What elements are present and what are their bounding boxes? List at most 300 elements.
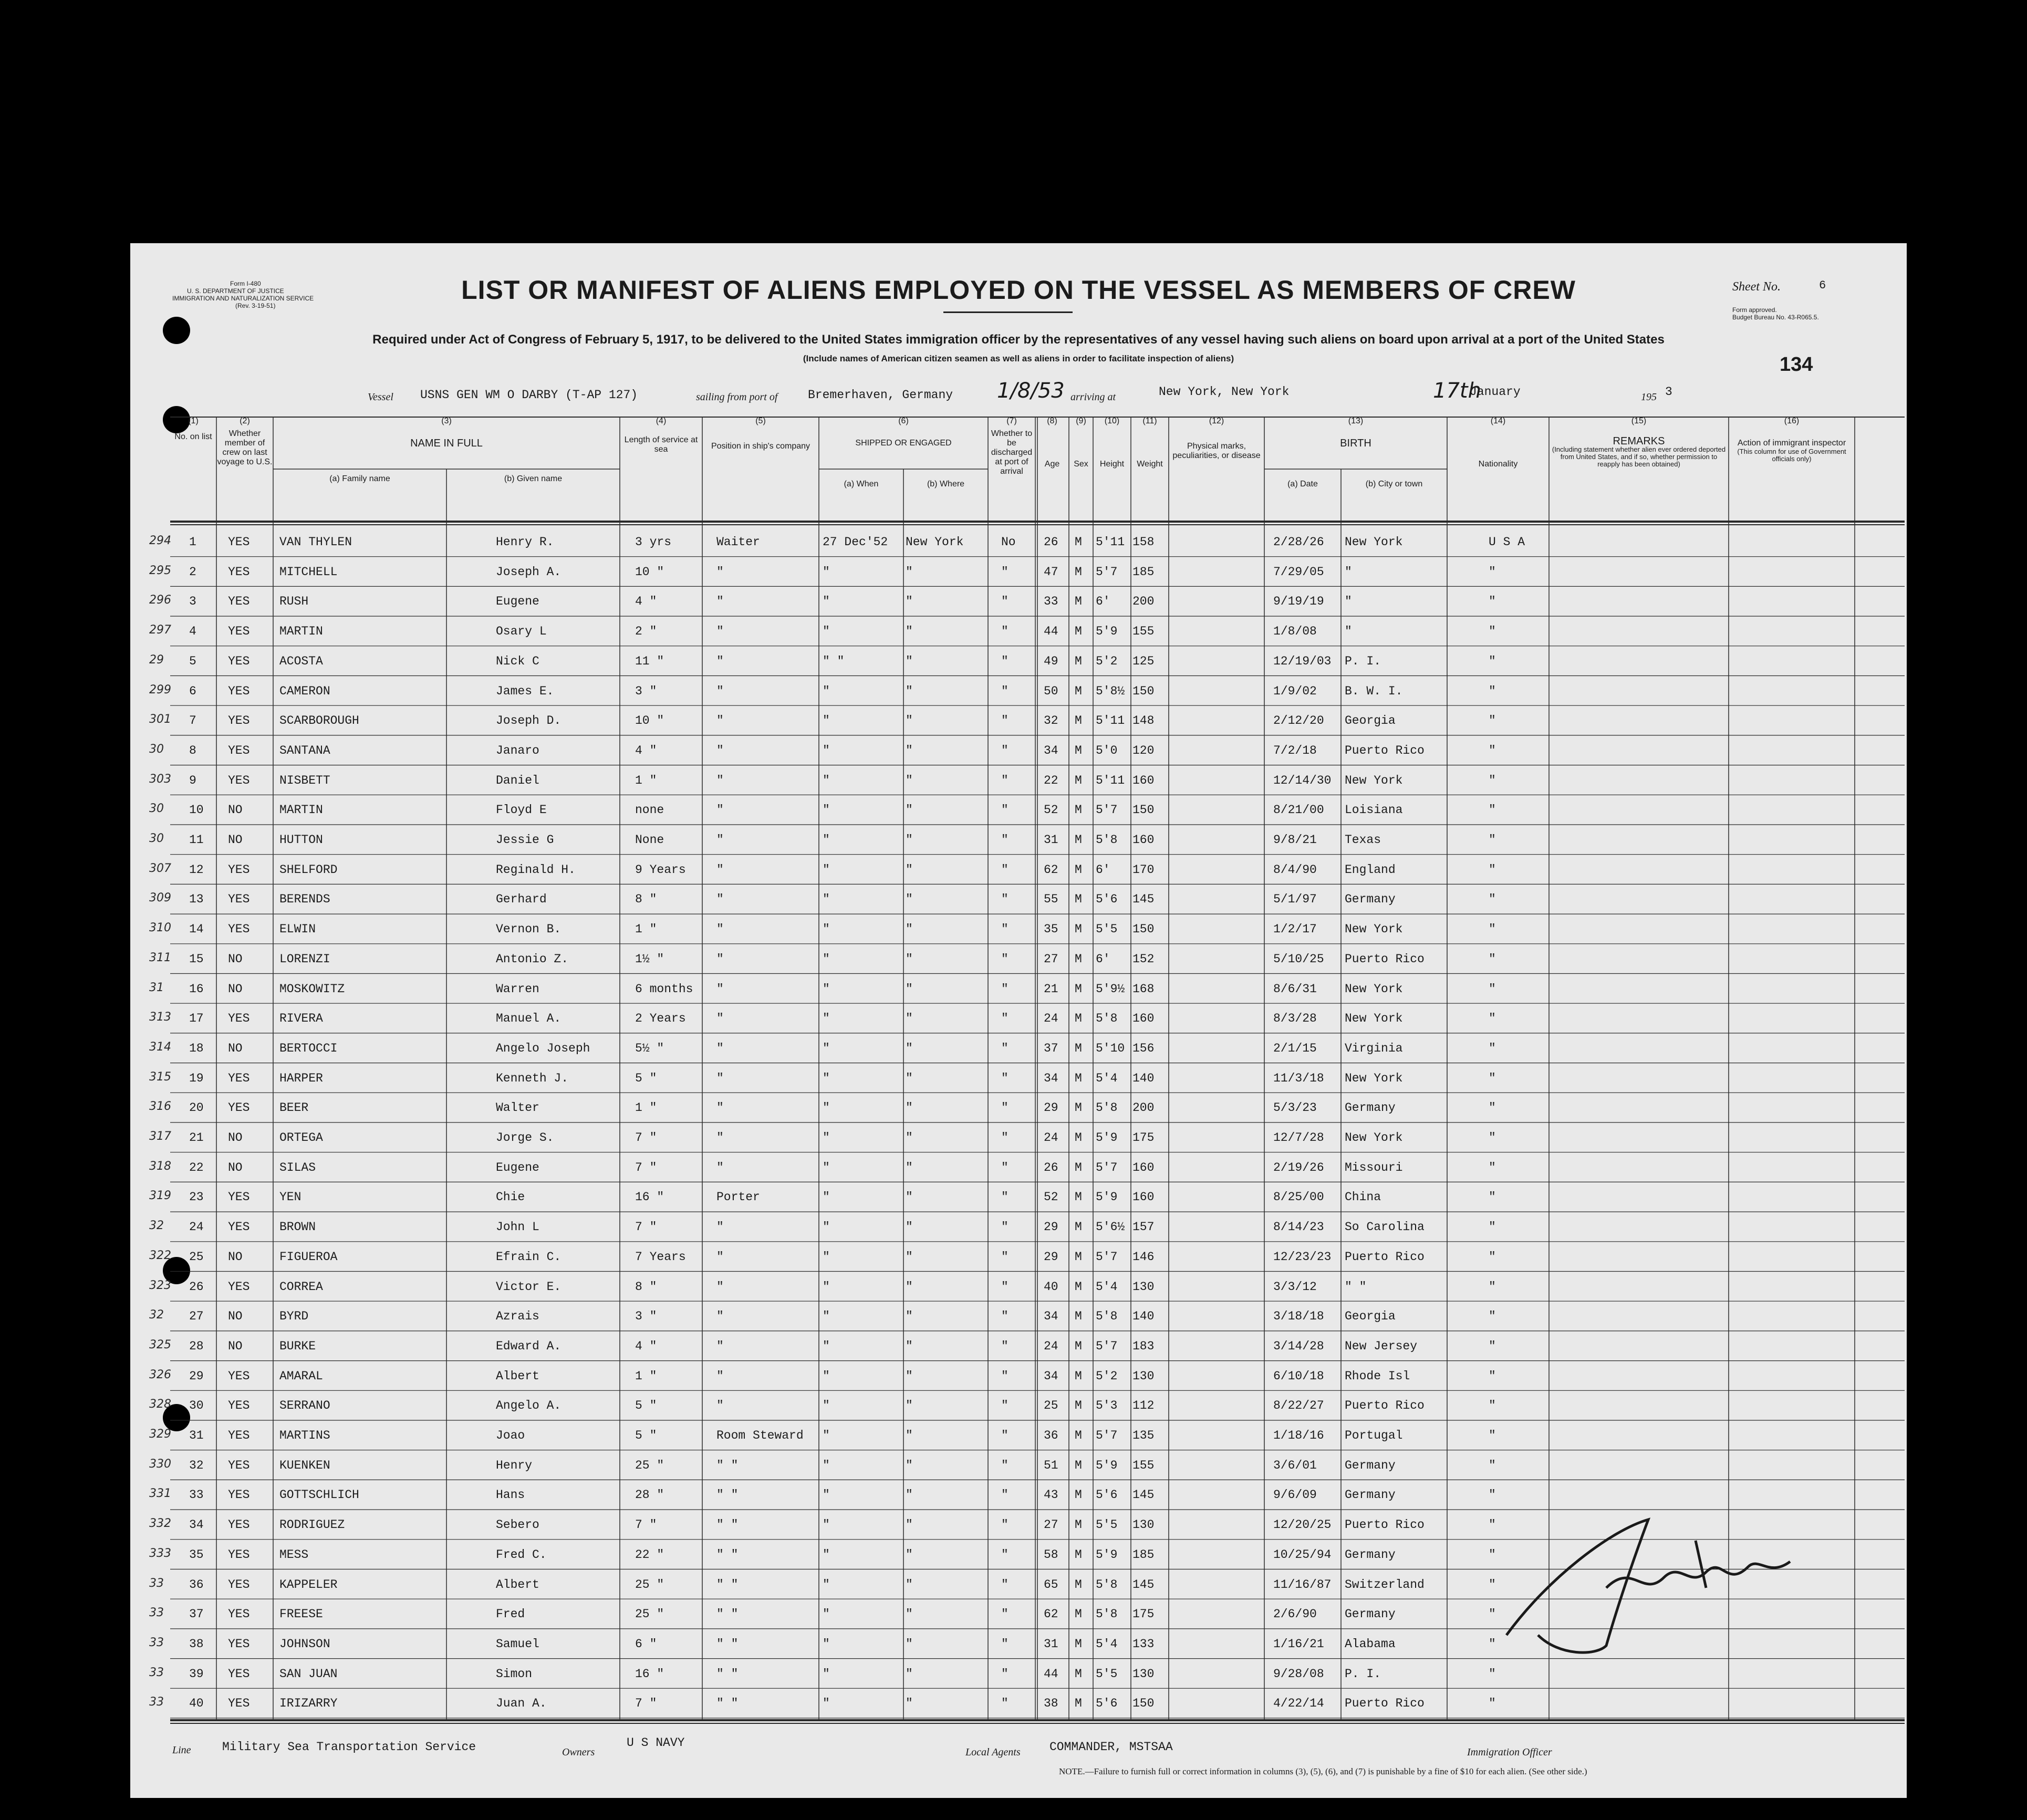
- age-cell: 32: [1044, 714, 1058, 728]
- birth-date-cell: 1/18/16: [1273, 1429, 1324, 1442]
- given-name-cell: Angelo Joseph: [496, 1041, 590, 1055]
- col-15-title: REMARKS: [1613, 435, 1665, 447]
- list-number-cell: 3: [189, 595, 196, 609]
- service-cell: 2 Years: [635, 1012, 686, 1026]
- sex-cell: M: [1075, 1547, 1082, 1562]
- shipped-when-cell: ": [823, 862, 830, 877]
- service-cell: 5½ ": [635, 1041, 664, 1055]
- shipped-when-cell: 27 Dec'52: [823, 535, 888, 549]
- shipped-when-cell: ": [823, 1697, 830, 1711]
- last-voyage-cell: NO: [228, 1160, 243, 1174]
- given-name-cell: Antonio Z.: [496, 952, 569, 966]
- birth-date-cell: 5/10/25: [1273, 952, 1324, 966]
- sex-cell: M: [1075, 1160, 1082, 1174]
- sex-cell: M: [1075, 1041, 1082, 1055]
- height-cell: 5'5: [1096, 1518, 1118, 1532]
- page-number: 134: [1780, 353, 1813, 376]
- given-name-cell: Azrais: [496, 1309, 539, 1324]
- col-3-number: (3): [441, 417, 452, 425]
- given-name-cell: Albert: [496, 1369, 539, 1383]
- weight-cell: 168: [1132, 982, 1155, 996]
- last-voyage-cell: YES: [228, 1101, 250, 1115]
- age-cell: 52: [1044, 1190, 1058, 1204]
- shipped-when-cell: ": [823, 1488, 830, 1502]
- height-cell: 5'2: [1096, 654, 1118, 668]
- last-voyage-cell: YES: [228, 1369, 250, 1383]
- sex-cell: M: [1075, 1429, 1082, 1442]
- nationality-cell: ": [1489, 892, 1496, 907]
- sex-cell: M: [1075, 714, 1082, 728]
- given-name-cell: Samuel: [496, 1637, 539, 1651]
- given-name-cell: Walter: [496, 1101, 539, 1115]
- age-cell: 47: [1044, 565, 1058, 579]
- discharged-cell: ": [1001, 1339, 1009, 1353]
- height-cell: 5'4: [1096, 1280, 1118, 1294]
- handwritten-line-number: 310: [149, 921, 171, 935]
- height-cell: 5'9: [1096, 1131, 1118, 1145]
- include-note: (Include names of American citizen seamen as well as aliens in order to facilitate inspection of aliens): [803, 353, 1234, 363]
- position-cell: ": [716, 1280, 724, 1294]
- col-13-header: [1264, 417, 1447, 448]
- required-statement: Required under Act of Congress of February 5, 1917, to be delivered to the United States immigration officer by the representatives of any vessel having such aliens on board upon arrival at a port of the United States: [372, 332, 1665, 347]
- family-name-cell: RUSH: [279, 595, 309, 609]
- handwritten-line-number: 316: [149, 1100, 171, 1114]
- birth-place-cell: Portugal: [1345, 1429, 1403, 1442]
- last-voyage-cell: YES: [228, 1697, 250, 1711]
- sex-cell: M: [1075, 535, 1082, 549]
- family-name-cell: MOSKOWITZ: [279, 982, 345, 996]
- given-name-cell: Jorge S.: [496, 1131, 554, 1145]
- discharged-cell: ": [1001, 1577, 1009, 1592]
- sailing-date-handwritten: 1/8/53: [997, 379, 1065, 403]
- nationality-cell: ": [1489, 1131, 1496, 1145]
- birth-place-cell: Germany: [1345, 1458, 1396, 1472]
- height-cell: 5'7: [1096, 1160, 1118, 1174]
- handwritten-line-number: 330: [149, 1457, 171, 1471]
- service-cell: 1 ": [635, 922, 657, 937]
- birth-place-cell: Puerto Rico: [1345, 952, 1425, 966]
- family-name-cell: ELWIN: [279, 922, 316, 937]
- weight-cell: 152: [1132, 952, 1155, 966]
- given-name-cell: Daniel: [496, 773, 539, 787]
- col-16-header: [1729, 417, 1855, 463]
- col-14-number: (14): [1490, 417, 1506, 425]
- family-name-cell: MESS: [279, 1547, 309, 1562]
- title-underline: [943, 311, 1073, 313]
- birth-date-cell: 8/21/00: [1273, 803, 1324, 817]
- sex-cell: M: [1075, 595, 1082, 609]
- list-number-cell: 18: [189, 1041, 204, 1055]
- nationality-cell: ": [1489, 1369, 1496, 1383]
- shipped-when-cell: ": [823, 1458, 830, 1472]
- service-cell: 8 ": [635, 892, 657, 907]
- position-cell: ": [716, 1369, 724, 1383]
- position-cell: ": [716, 982, 724, 996]
- shipped-where-cell: ": [906, 1637, 913, 1651]
- col-3b-header: (b) Given name: [504, 474, 563, 483]
- family-name-cell: BERENDS: [279, 892, 330, 907]
- approval-line: Form approved.: [1732, 306, 1777, 314]
- discharged-cell: ": [1001, 1041, 1009, 1055]
- height-cell: 5'9: [1096, 625, 1118, 639]
- nationality-cell: ": [1489, 1667, 1496, 1681]
- height-cell: 5'6: [1096, 892, 1118, 907]
- shipped-when-cell: ": [823, 1637, 830, 1651]
- sailing-label: sailing from port of: [696, 391, 778, 403]
- age-cell: 38: [1044, 1697, 1058, 1711]
- shipped-where-cell: ": [906, 595, 913, 609]
- list-number-cell: 21: [189, 1131, 204, 1145]
- given-name-cell: Eugene: [496, 1160, 539, 1174]
- birth-date-cell: 9/28/08: [1273, 1667, 1324, 1681]
- col-8-number: (8): [1047, 417, 1057, 425]
- sex-cell: M: [1075, 1309, 1082, 1324]
- nationality-cell: ": [1489, 1071, 1496, 1085]
- service-cell: 1½ ": [635, 952, 664, 966]
- sex-cell: M: [1075, 1518, 1082, 1532]
- shipped-when-cell: ": [823, 1250, 830, 1264]
- sex-cell: M: [1075, 1220, 1082, 1234]
- height-cell: 5'5: [1096, 922, 1118, 937]
- arriving-port: New York, New York: [1159, 385, 1290, 399]
- birth-date-cell: 12/23/23: [1273, 1250, 1332, 1264]
- list-number-cell: 13: [189, 892, 204, 907]
- given-name-cell: Eugene: [496, 595, 539, 609]
- nationality-cell: ": [1489, 714, 1496, 728]
- shipped-where-cell: ": [906, 922, 913, 937]
- col-16-subtitle: (This column for use of Government officials only): [1737, 448, 1846, 463]
- age-cell: 58: [1044, 1547, 1058, 1562]
- birth-date-cell: 2/28/26: [1273, 535, 1324, 549]
- birth-date-cell: 5/3/23: [1273, 1101, 1317, 1115]
- age-cell: 40: [1044, 1280, 1058, 1294]
- nationality-cell: ": [1489, 803, 1496, 817]
- discharged-cell: ": [1001, 1547, 1009, 1562]
- weight-cell: 158: [1132, 535, 1155, 549]
- height-cell: 5'8: [1096, 1607, 1118, 1621]
- sex-cell: M: [1075, 1667, 1082, 1681]
- col-6-title: SHIPPED OR ENGAGED: [855, 439, 952, 448]
- nationality-cell: ": [1489, 1518, 1496, 1532]
- birth-place-cell: ": [1345, 625, 1352, 639]
- service-cell: 25 ": [635, 1607, 664, 1621]
- col-3a-header: (a) Family name: [329, 474, 390, 483]
- sheet-number: 6: [1819, 279, 1826, 292]
- arriving-label: arriving at: [1070, 391, 1116, 403]
- position-cell: Room Steward: [716, 1429, 804, 1442]
- handwritten-line-number: 33: [149, 1696, 164, 1709]
- weight-cell: 175: [1132, 1607, 1155, 1621]
- col-3-title: NAME IN FULL: [410, 438, 483, 449]
- shipped-when-cell: ": [823, 625, 830, 639]
- weight-cell: 200: [1132, 1101, 1155, 1115]
- birth-place-cell: New York: [1345, 773, 1403, 787]
- height-cell: 5'6½: [1096, 1220, 1125, 1234]
- last-voyage-cell: NO: [228, 1131, 243, 1145]
- given-name-cell: Angelo A.: [496, 1399, 562, 1413]
- nationality-cell: ": [1489, 595, 1496, 609]
- handwritten-line-number: 33: [149, 1666, 164, 1679]
- age-cell: 36: [1044, 1429, 1058, 1442]
- birth-date-cell: 11/16/87: [1273, 1577, 1332, 1592]
- discharged-cell: ": [1001, 654, 1009, 668]
- given-name-cell: Hans: [496, 1488, 525, 1502]
- list-number-cell: 1: [189, 535, 196, 549]
- service-cell: 7 ": [635, 1131, 657, 1145]
- sex-cell: M: [1075, 1012, 1082, 1026]
- shipped-where-cell: ": [906, 714, 913, 728]
- height-cell: 5'11: [1096, 714, 1125, 728]
- family-name-cell: MITCHELL: [279, 565, 338, 579]
- weight-cell: 150: [1132, 803, 1155, 817]
- age-cell: 34: [1044, 1071, 1058, 1085]
- service-cell: 6 ": [635, 1637, 657, 1651]
- given-name-cell: Fred: [496, 1607, 525, 1621]
- given-name-cell: Edward A.: [496, 1339, 562, 1353]
- birth-place-cell: Puerto Rico: [1345, 743, 1425, 757]
- position-cell: ": [716, 833, 724, 847]
- position-cell: ": [716, 1101, 724, 1115]
- weight-cell: 146: [1132, 1250, 1155, 1264]
- col-6b-header: (b) Where: [927, 480, 965, 488]
- list-number-cell: 9: [189, 773, 196, 787]
- last-voyage-cell: NO: [228, 1250, 243, 1264]
- handwritten-line-number: 294: [149, 534, 171, 547]
- last-voyage-cell: NO: [228, 952, 243, 966]
- height-cell: 5'8: [1096, 1101, 1118, 1115]
- col-8-title: Age: [1044, 460, 1060, 469]
- family-name-cell: BYRD: [279, 1309, 309, 1324]
- discharged-cell: ": [1001, 1309, 1009, 1324]
- shipped-when-cell: ": [823, 1131, 830, 1145]
- last-voyage-cell: YES: [228, 1518, 250, 1532]
- service-cell: 16 ": [635, 1667, 664, 1681]
- birth-date-cell: 2/1/15: [1273, 1041, 1317, 1055]
- birth-date-cell: 1/9/02: [1273, 684, 1317, 698]
- col-1-title: No. on list: [174, 432, 212, 441]
- list-number-cell: 15: [189, 952, 204, 966]
- birth-place-cell: New York: [1345, 1071, 1403, 1085]
- given-name-cell: Janaro: [496, 743, 539, 757]
- position-cell: " ": [716, 1458, 739, 1472]
- shipped-where-cell: ": [906, 1131, 913, 1145]
- shipped-when-cell: ": [823, 892, 830, 907]
- shipped-when-cell: ": [823, 833, 830, 847]
- family-name-cell: MARTIN: [279, 625, 323, 639]
- birth-date-cell: 9/8/21: [1273, 833, 1317, 847]
- sex-cell: M: [1075, 1697, 1082, 1711]
- family-name-cell: MARTINS: [279, 1429, 330, 1442]
- age-cell: 52: [1044, 803, 1058, 817]
- age-cell: 33: [1044, 595, 1058, 609]
- age-cell: 34: [1044, 1369, 1058, 1383]
- height-cell: 5'6: [1096, 1697, 1118, 1711]
- sex-cell: M: [1075, 684, 1082, 698]
- given-name-cell: Osary L: [496, 625, 547, 639]
- position-cell: ": [716, 1131, 724, 1145]
- age-cell: 27: [1044, 952, 1058, 966]
- birth-date-cell: 7/29/05: [1273, 565, 1324, 579]
- handwritten-line-number: 333: [149, 1546, 171, 1560]
- height-cell: 5'9½: [1096, 982, 1125, 996]
- weight-cell: 133: [1132, 1637, 1155, 1651]
- weight-cell: 160: [1132, 1160, 1155, 1174]
- list-number-cell: 4: [189, 625, 196, 639]
- discharged-cell: ": [1001, 1190, 1009, 1204]
- family-name-cell: YEN: [279, 1190, 302, 1204]
- handwritten-line-number: 30: [149, 742, 164, 756]
- birth-place-cell: Rhode Isl: [1345, 1369, 1410, 1383]
- owners-label: Owners: [562, 1746, 595, 1758]
- weight-cell: 170: [1132, 862, 1155, 877]
- weight-cell: 160: [1132, 1190, 1155, 1204]
- position-cell: " ": [716, 1637, 739, 1651]
- handwritten-line-number: 33: [149, 1636, 164, 1649]
- last-voyage-cell: YES: [228, 862, 250, 877]
- height-cell: 5'8½: [1096, 684, 1125, 698]
- sex-cell: M: [1075, 625, 1082, 639]
- family-name-cell: MARTIN: [279, 803, 323, 817]
- col-5-header: [702, 417, 819, 451]
- birth-date-cell: 9/19/19: [1273, 595, 1324, 609]
- last-voyage-cell: YES: [228, 1399, 250, 1413]
- nationality-cell: ": [1489, 743, 1496, 757]
- shipped-where-cell: ": [906, 1607, 913, 1621]
- service-cell: 5 ": [635, 1071, 657, 1085]
- weight-cell: 155: [1132, 625, 1155, 639]
- birth-place-cell: Switzerland: [1345, 1577, 1425, 1592]
- position-cell: ": [716, 1071, 724, 1085]
- birth-place-cell: Puerto Rico: [1345, 1250, 1425, 1264]
- family-name-cell: FREESE: [279, 1607, 323, 1621]
- weight-cell: 120: [1132, 743, 1155, 757]
- col-15-subtitle: (Including statement whether alien ever ordered deported from United States, and if so, whether permission to reapply has been obtained): [1552, 445, 1726, 468]
- position-cell: ": [716, 714, 724, 728]
- shipped-where-cell: ": [906, 565, 913, 579]
- position-cell: ": [716, 743, 724, 757]
- shipped-when-cell: ": [823, 1369, 830, 1383]
- weight-cell: 160: [1132, 833, 1155, 847]
- shipped-when-cell: ": [823, 1547, 830, 1562]
- shipped-when-cell: ": [823, 922, 830, 937]
- list-number-cell: 6: [189, 684, 196, 698]
- weight-cell: 145: [1132, 1577, 1155, 1592]
- age-cell: 29: [1044, 1220, 1058, 1234]
- given-name-cell: Victor E.: [496, 1280, 562, 1294]
- service-cell: 4 ": [635, 743, 657, 757]
- last-voyage-cell: YES: [228, 1429, 250, 1442]
- birth-place-cell: Puerto Rico: [1345, 1697, 1425, 1711]
- shipped-when-cell: ": [823, 1160, 830, 1174]
- height-cell: 5'0: [1096, 743, 1118, 757]
- list-number-cell: 38: [189, 1637, 204, 1651]
- family-name-cell: SERRANO: [279, 1399, 330, 1413]
- shipped-where-cell: ": [906, 1369, 913, 1383]
- last-voyage-cell: YES: [228, 714, 250, 728]
- age-cell: 65: [1044, 1577, 1058, 1592]
- service-cell: 16 ": [635, 1190, 664, 1204]
- service-cell: 3 ": [635, 1309, 657, 1324]
- shipped-where-cell: ": [906, 773, 913, 787]
- family-name-cell: KAPPELER: [279, 1577, 338, 1592]
- last-voyage-cell: YES: [228, 1488, 250, 1502]
- list-number-cell: 29: [189, 1369, 204, 1383]
- service-cell: 25 ": [635, 1577, 664, 1592]
- birth-date-cell: 10/25/94: [1273, 1547, 1332, 1562]
- shipped-when-cell: ": [823, 1667, 830, 1681]
- officer-signature: [1475, 1499, 1843, 1667]
- birth-date-cell: 11/3/18: [1273, 1071, 1324, 1085]
- service-cell: 7 ": [635, 1697, 657, 1711]
- age-cell: 24: [1044, 1012, 1058, 1026]
- discharged-cell: ": [1001, 1488, 1009, 1502]
- birth-date-cell: 8/3/28: [1273, 1012, 1317, 1026]
- local-agents-label: Local Agents: [965, 1746, 1021, 1758]
- shipped-where-cell: ": [906, 1518, 913, 1532]
- shipped-where-cell: New York: [906, 535, 964, 549]
- handwritten-line-number: 307: [149, 861, 171, 875]
- age-cell: 24: [1044, 1339, 1058, 1353]
- shipped-where-cell: ": [906, 625, 913, 639]
- height-cell: 6': [1096, 862, 1110, 877]
- handwritten-line-number: 322: [149, 1249, 171, 1262]
- nationality-cell: ": [1489, 1160, 1496, 1174]
- col-7-title: Whether to be discharged at port of arrival: [991, 429, 1033, 476]
- col-13b-header: (b) City or town: [1365, 480, 1423, 488]
- family-name-cell: HARPER: [279, 1071, 323, 1085]
- shipped-where-cell: ": [906, 1697, 913, 1711]
- col-11-title: Weight: [1137, 460, 1163, 469]
- last-voyage-cell: NO: [228, 1041, 243, 1055]
- height-cell: 5'3: [1096, 1399, 1118, 1413]
- shipped-where-cell: ": [906, 803, 913, 817]
- col-9-number: (9): [1076, 417, 1086, 425]
- position-cell: ": [716, 922, 724, 937]
- birth-place-cell: China: [1345, 1190, 1381, 1204]
- nationality-cell: ": [1489, 625, 1496, 639]
- weight-cell: 140: [1132, 1071, 1155, 1085]
- discharged-cell: ": [1001, 1220, 1009, 1234]
- service-cell: 25 ": [635, 1458, 664, 1472]
- col-9-header: [1069, 417, 1093, 469]
- nationality-cell: ": [1489, 1220, 1496, 1234]
- shipped-when-cell: ": [823, 1101, 830, 1115]
- height-cell: 5'4: [1096, 1071, 1118, 1085]
- weight-cell: 185: [1132, 565, 1155, 579]
- nationality-cell: ": [1489, 773, 1496, 787]
- weight-cell: 145: [1132, 1488, 1155, 1502]
- given-name-cell: Kenneth J.: [496, 1071, 569, 1085]
- year-prefix: 195: [1641, 391, 1657, 403]
- discharged-cell: ": [1001, 625, 1009, 639]
- weight-cell: 130: [1132, 1369, 1155, 1383]
- age-cell: 24: [1044, 1131, 1058, 1145]
- last-voyage-cell: YES: [228, 1607, 250, 1621]
- birth-place-cell: New Jersey: [1345, 1339, 1418, 1353]
- nationality-cell: ": [1489, 1637, 1496, 1651]
- handwritten-line-number: 323: [149, 1278, 171, 1292]
- shipped-where-cell: ": [906, 1309, 913, 1324]
- shipped-where-cell: ": [906, 1101, 913, 1115]
- birth-date-cell: 9/6/09: [1273, 1488, 1317, 1502]
- birth-place-cell: P. I.: [1345, 654, 1381, 668]
- birth-date-cell: 12/20/25: [1273, 1518, 1332, 1532]
- manifest-sheet: [130, 243, 1907, 1798]
- col-1-number: (1): [188, 417, 199, 425]
- shipped-where-cell: ": [906, 1547, 913, 1562]
- birth-place-cell: New York: [1345, 982, 1403, 996]
- family-name-cell: BEER: [279, 1101, 309, 1115]
